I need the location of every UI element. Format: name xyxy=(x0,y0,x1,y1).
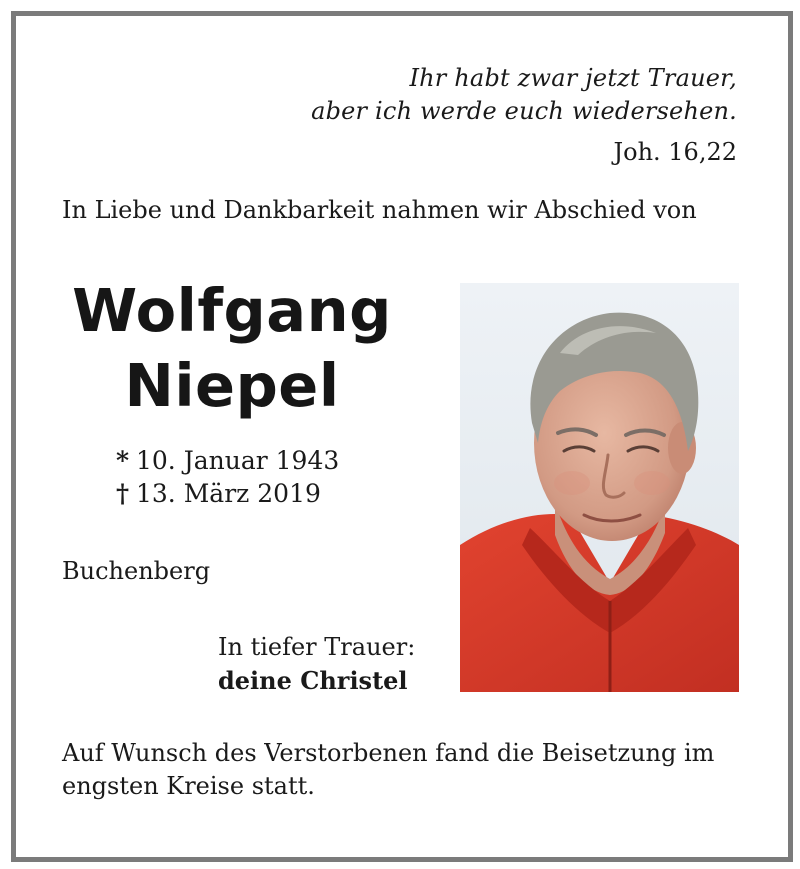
mourners-block xyxy=(218,631,415,697)
death-date: 13. März 2019 xyxy=(136,479,321,508)
funeral-note: Auf Wunsch des Verstorbenen fand die Beisetzung im engsten Kreise statt. xyxy=(62,739,715,800)
intro-text: In Liebe und Dankbarkeit nahmen wir Abschied von xyxy=(62,196,697,224)
mourner-signature: deine Christel xyxy=(218,666,408,695)
hometown: Buchenberg xyxy=(62,557,211,585)
death-row xyxy=(116,477,339,510)
deceased-first-name: Wolfgang xyxy=(72,276,392,345)
birth-row xyxy=(116,444,339,477)
verse-reference: Joh. 16,22 xyxy=(613,138,737,166)
verse-line-2: aber ich werde euch wiedersehen. xyxy=(311,97,737,125)
verse-line-1: Ihr habt zwar jetzt Trauer, xyxy=(409,64,737,92)
mourners-label: In tiefer Trauer: xyxy=(218,633,416,661)
bible-verse xyxy=(311,62,737,128)
portrait-photo xyxy=(460,283,739,692)
birth-date: 10. Januar 1943 xyxy=(136,446,340,475)
deceased-last-name: Niepel xyxy=(124,351,340,420)
death-cross-icon: † xyxy=(116,479,130,508)
life-dates xyxy=(116,444,339,510)
birth-star-icon: * xyxy=(116,446,130,475)
